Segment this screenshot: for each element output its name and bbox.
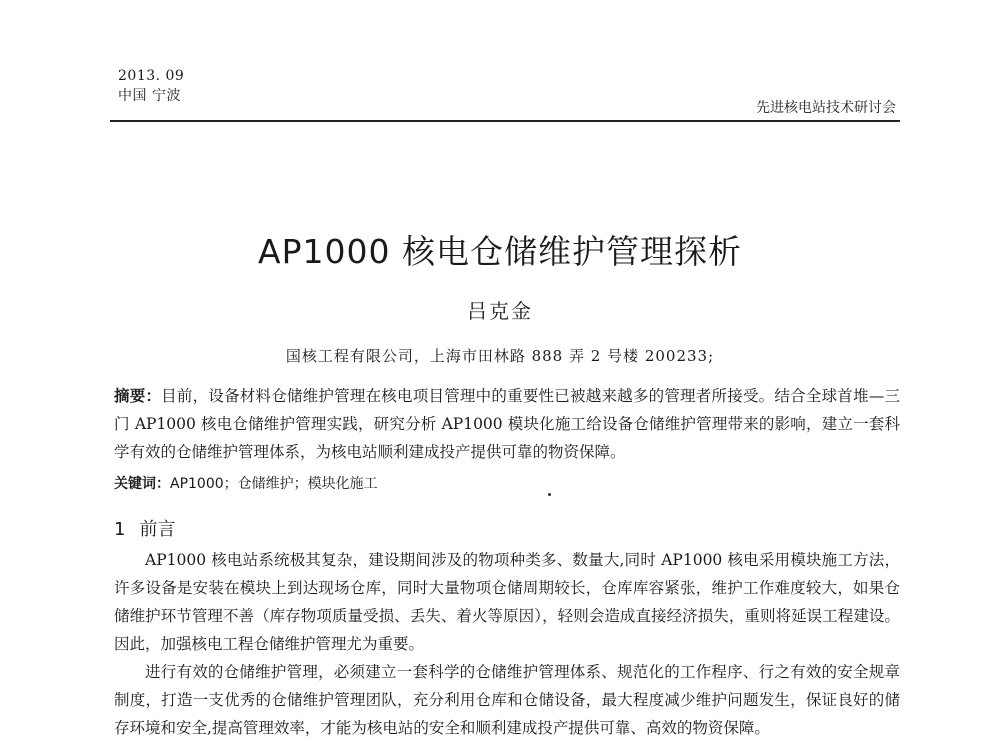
keywords-label: 关键词： xyxy=(114,476,170,492)
header-location: 中国 宁波 xyxy=(118,88,181,104)
paper-author: 吕克金 xyxy=(467,299,533,323)
header-conference: 先进核电站技术研讨会 xyxy=(756,100,896,116)
header-rule xyxy=(110,120,900,122)
header-date: 2013. 09 xyxy=(118,68,185,84)
paper-affiliation: 国核工程有限公司，上海市田林路 888 弄 2 号楼 200233; xyxy=(285,347,715,365)
section-number: 1 xyxy=(114,519,126,540)
body-text xyxy=(114,546,900,742)
keywords-text: AP1000；仓储维护；模块化施工 xyxy=(170,476,378,492)
paragraph: AP1000 核电站系统极其复杂，建设期间涉及的物项种类多、数量大,同时 AP1000 核电采用模块施工方法，许多设备是安装在模块上到达现场仓库，同时大量物项仓储周期较长，仓库库容紧张，维护工作难度较大，如果仓储维护环节管理不善（库存物项质量受损、丢失、着火等原因），轻则会造成直接经济损失，重则将延误工程建设。因此，加强核电工程仓储维护管理尤为重要。 xyxy=(114,551,900,653)
paper-title: AP1000 核电仓储维护管理探析 xyxy=(258,232,742,271)
section-title: 前言 xyxy=(139,519,176,540)
header-left xyxy=(118,66,184,106)
abstract-label: 摘要： xyxy=(114,387,162,405)
paragraph: 进行有效的仓储维护管理，必须建立一套科学的仓储维护管理体系、规范化的工作程序、行之有效的安全规章制度，打造一支优秀的仓储维护管理团队，充分利用仓库和仓储设备，最大程度减少维护问题发生，保证良好的储存环境和安全,提高管理效率，才能为核电站的安全和顺利建成投产提供可靠、高效的物资保障。 xyxy=(114,663,900,737)
section-heading xyxy=(114,515,175,541)
abstract xyxy=(114,382,900,466)
keywords xyxy=(114,473,900,493)
scan-speck xyxy=(548,493,551,496)
abstract-text: 目前，设备材料仓储维护管理在核电项目管理中的重要性已被越来越多的管理者所接受。结合全球首堆—三门 AP1000 核电仓储维护管理实践，研究分析 AP1000 模块化施工给设备仓储维护管理带来的影响，建立一套科学有效的仓储维护管理体系，为核电站顺利建成投产提供可靠的物资保障。 xyxy=(114,387,900,461)
